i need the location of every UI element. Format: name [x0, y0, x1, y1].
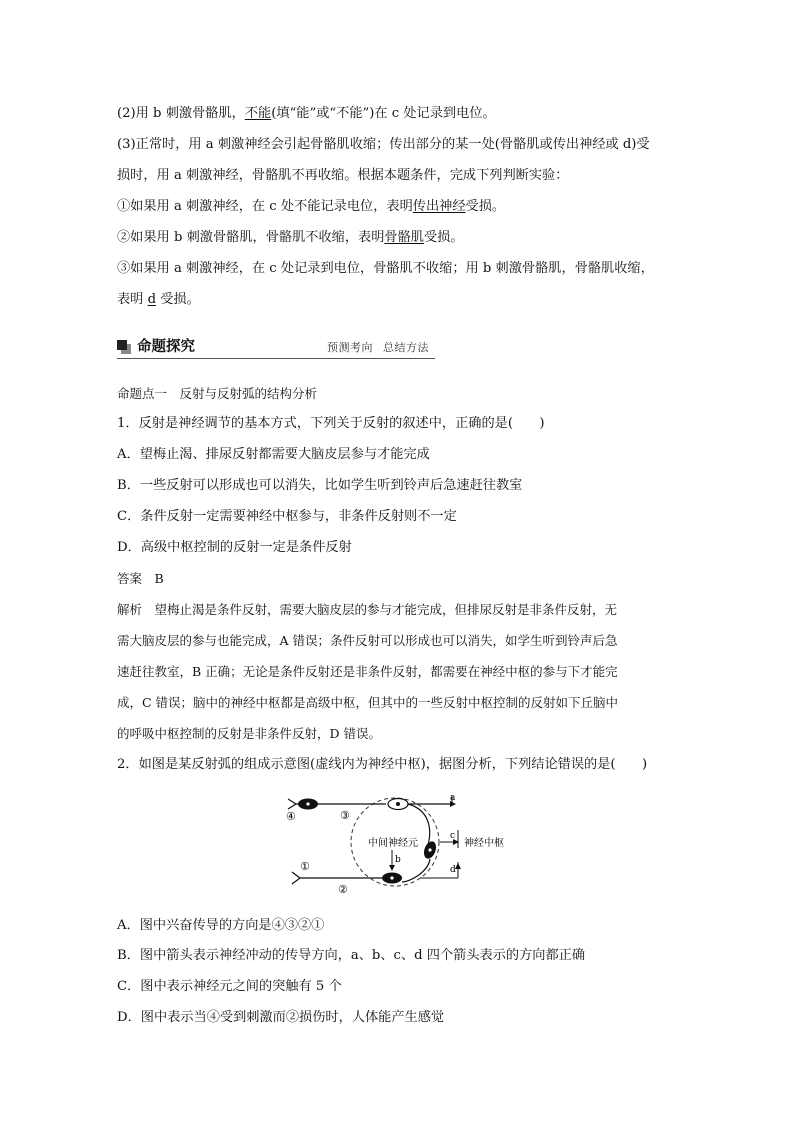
q2-option-d: D．图中表示当④受到刺激而②损伤时，人体能产生感觉	[117, 1010, 445, 1025]
q1-answer: 答案 B	[117, 571, 164, 586]
section-title: 命题探究	[137, 339, 195, 355]
label-1: ①	[300, 860, 310, 873]
q1-option-b: B．一些反射可以形成也可以消失，比如学生听到铃声后急速赶往教室	[117, 478, 523, 493]
q2-option-c: C．图中表示神经元之间的突触有 5 个	[117, 979, 342, 994]
section-subtitle: 预测考向 总结方法	[327, 341, 429, 354]
q1-analysis-4: 成，C 错误；脑中的神经中枢都是高级中枢，但其中的一些反射中枢控制的反射如下丘脑中	[117, 695, 619, 710]
label-2: ②	[338, 883, 348, 896]
section-header	[117, 338, 435, 359]
answer-line-3c-3b: 表明 d 受损。	[117, 292, 200, 307]
lower-terminal	[292, 872, 300, 884]
topic-heading: 命题点一 反射与反射弧的结构分析	[117, 386, 318, 401]
q1-analysis-5: 的呼吸中枢控制的反射是非条件反射，D 错误。	[117, 726, 381, 741]
answer-line-3a: (3)正常时，用 a 刺激神经会引起骨骼肌收缩；传出部分的某一处(骨骼肌或传出神经或 d)受	[117, 137, 650, 152]
label-interneuron: 中间神经元	[368, 838, 418, 849]
q1-option-c: C．条件反射一定需要神经中枢参与，非条件反射则不一定	[117, 509, 457, 524]
q1-option-a: A．望梅止渴、排尿反射都需要大脑皮层参与才能完成	[117, 447, 430, 462]
answer-line-3b: 损时，用 a 刺激神经，骨骼肌不再收缩。根据本题条件，完成下列判断实验：	[117, 168, 569, 183]
label-3: ③	[340, 809, 350, 822]
label-c: c	[450, 831, 456, 841]
label-nerve-center: 神经中枢	[464, 838, 504, 849]
q2-stem: 2．如图是某反射弧的组成示意图(虚线内为神经中枢)，据图分析，下列结论错误的是( )	[117, 757, 648, 772]
q2-option-a: A．图中兴奋传导的方向是④③②①	[117, 918, 325, 933]
q1-option-d: D．高级中枢控制的反射一定是条件反射	[117, 540, 352, 555]
reflex-arc-diagram	[280, 790, 520, 905]
q1-analysis-2: 需大脑皮层的参与也能完成，A 错误；条件反射可以形成也可以消失，如学生听到铃声后急	[117, 633, 618, 648]
upper-terminal	[288, 799, 296, 809]
q1-stem: 1．反射是神经调节的基本方式，下列关于反射的叙述中，正确的是( )	[117, 416, 545, 431]
answer-line-3c-1: ①如果用 a 刺激神经，在 c 处不能记录电位，表明传出神经受损。	[117, 199, 506, 214]
q1-analysis-1: 解析 望梅止渴是条件反射，需要大脑皮层的参与才能完成，但排尿反射是非条件反射，无	[117, 602, 618, 617]
q2-option-b: B．图中箭头表示神经冲动的传导方向，a、b、c、d 四个箭头表示的方向都正确	[117, 948, 586, 963]
label-a: a	[450, 793, 456, 803]
answer-line-3c-3a: ③如果用 a 刺激神经，在 c 处记录到电位，骨骼肌不收缩；用 b 刺激骨骼肌，骨骼肌收缩，	[117, 261, 654, 276]
label-d: d	[450, 865, 456, 875]
label-b: b	[395, 855, 401, 865]
answer-line-2: (2)用 b 刺激骨骼肌，不能(填“能”或“不能”)在 c 处记录到电位。	[117, 106, 496, 121]
q1-analysis-3: 速赶往教室，B 正确；无论是条件反射还是非条件反射，都需要在神经中枢的参与下才能完	[117, 664, 618, 679]
section-square-icon	[117, 340, 131, 354]
label-4: ④	[286, 810, 296, 823]
answer-line-3c-2: ②如果用 b 刺激骨骼肌，骨骼肌不收缩，表明骨骼肌受损。	[117, 230, 464, 245]
